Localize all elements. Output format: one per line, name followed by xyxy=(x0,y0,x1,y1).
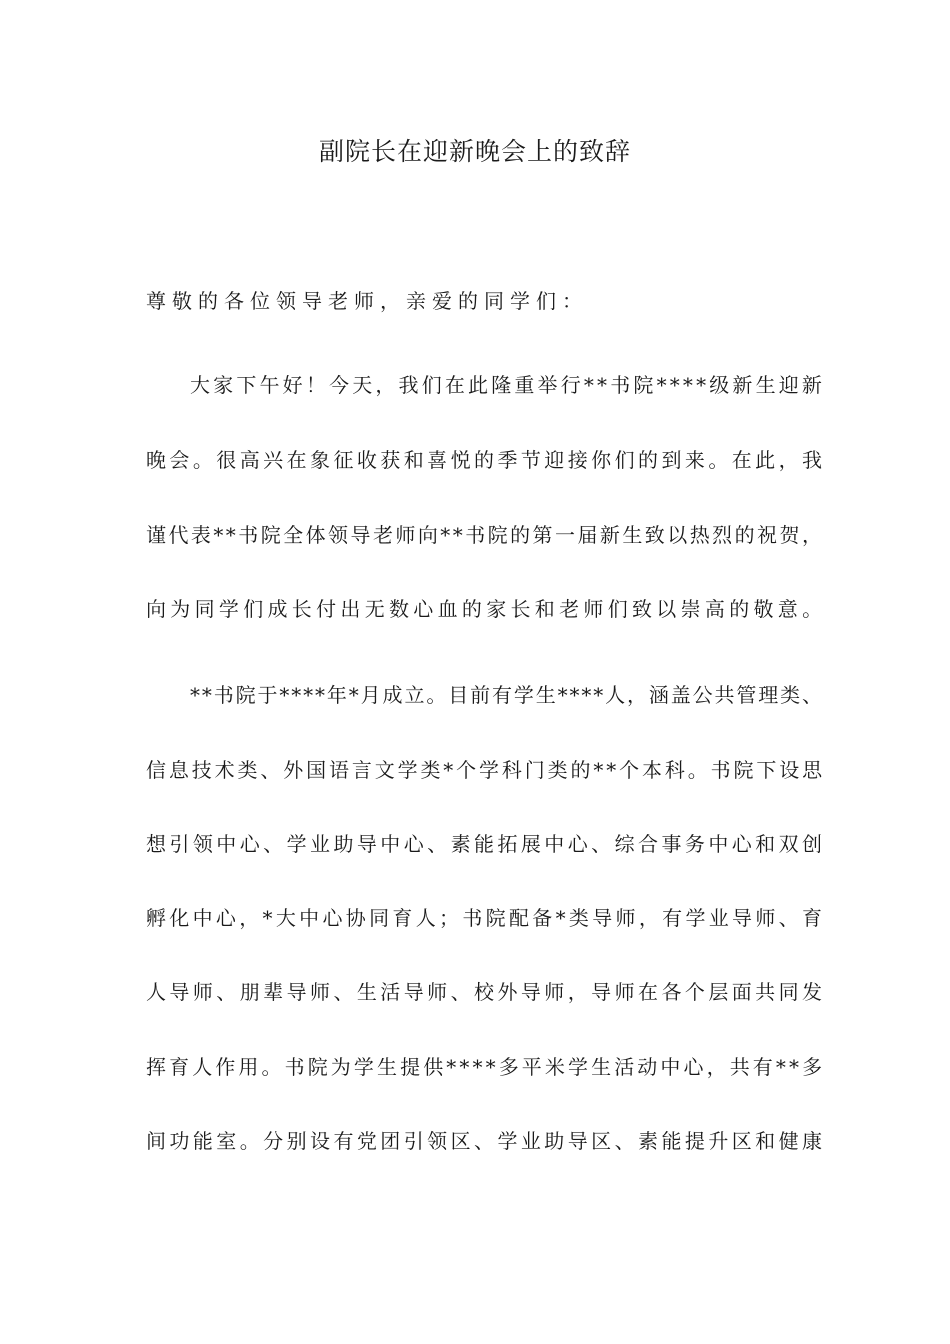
paragraph-text: 向为同学们成长付出无数心血的家长和老师们致以崇高的敬意。 xyxy=(146,597,827,621)
paragraph-text: 挥育人作用。书院为学生提供****多平米学生活动中心，共有**多 xyxy=(146,1055,826,1079)
paragraph-text: 间功能室。分别设有党团引领区、学业助导区、素能提升区和健康 xyxy=(146,1129,826,1153)
paragraph-text: 人导师、朋辈导师、生活导师、校外导师，导师在各个层面共同发 xyxy=(146,980,826,1004)
paragraph-text: 晚会。很高兴在象征收获和喜悦的季节迎接你们的到来。在此，我 xyxy=(146,448,826,472)
paragraph-text: 孵化中心，*大中心协同育人；书院配备*类导师，有学业导师、育 xyxy=(146,906,826,930)
document-title: 副院长在迎新晚会上的致辞 xyxy=(318,137,631,166)
paragraph-text: 大家下午好！今天，我们在此隆重举行**书院****级新生迎新 xyxy=(190,373,826,397)
paragraph-text: **书院于****年*月成立。目前有学生****人，涵盖公共管理类、 xyxy=(190,683,824,707)
salutation-text: 尊敬的各位领导老师，亲爱的同学们： xyxy=(146,289,588,313)
paragraph-text: 想引领中心、学业助导中心、素能拓展中心、综合事务中心和双创 xyxy=(146,832,826,856)
paragraph-text: 谨代表**书院全体领导老师向**书院的第一届新生致以热烈的祝贺， xyxy=(146,523,825,547)
paragraph-text: 信息技术类、外国语言文学类*个学科门类的**个本科。书院下设思 xyxy=(146,758,825,782)
